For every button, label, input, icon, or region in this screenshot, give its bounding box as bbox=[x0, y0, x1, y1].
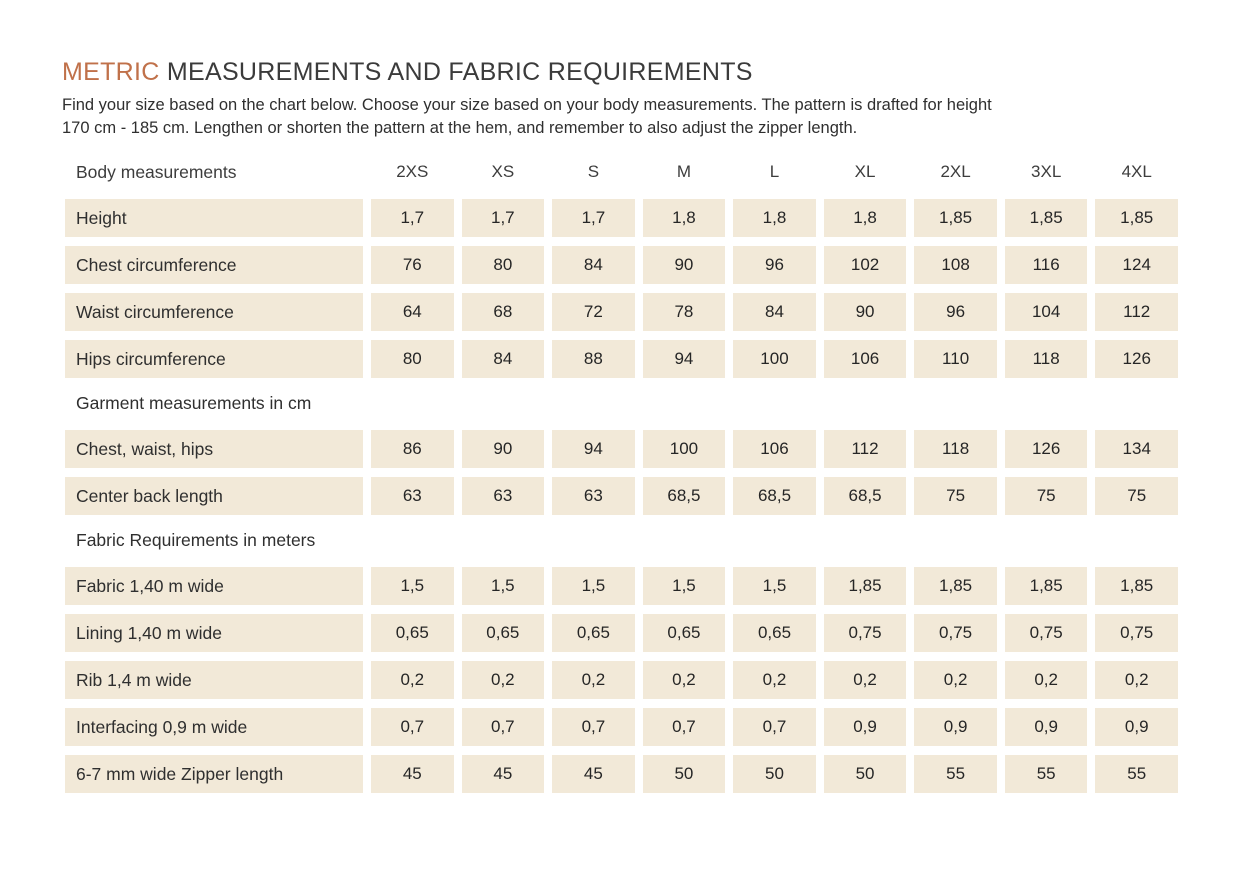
value-cell: 110 bbox=[914, 340, 997, 378]
value-cell: 94 bbox=[552, 430, 635, 468]
size-column-header: 2XL bbox=[940, 162, 971, 181]
size-column-header: 2XS bbox=[396, 162, 429, 181]
value-cell: 1,85 bbox=[824, 567, 907, 605]
value-cell: 0,9 bbox=[824, 708, 907, 746]
value-cell: 45 bbox=[371, 755, 454, 793]
value-cell: 88 bbox=[552, 340, 635, 378]
value-cell: 1,8 bbox=[824, 199, 907, 237]
value-cell: 0,2 bbox=[462, 661, 545, 699]
table-row bbox=[65, 477, 1178, 515]
value-cell: 1,85 bbox=[1005, 567, 1088, 605]
table-row bbox=[65, 199, 1178, 237]
value-cell: 76 bbox=[371, 246, 454, 284]
value-cell: 0,7 bbox=[371, 708, 454, 746]
row-label: Height bbox=[65, 199, 363, 237]
intro-line-1: Find your size based on the chart below. Choose your size based on your body measurements. The pattern is drafted for height bbox=[62, 96, 992, 114]
row-label: Rib 1,4 m wide bbox=[65, 661, 363, 699]
row-label: 6-7 mm wide Zipper length bbox=[65, 755, 363, 793]
value-cell: 84 bbox=[462, 340, 545, 378]
value-cell: 1,5 bbox=[643, 567, 726, 605]
table-row bbox=[65, 755, 1178, 793]
row-label: Center back length bbox=[65, 477, 363, 515]
value-cell: 126 bbox=[1095, 340, 1178, 378]
value-cell: 75 bbox=[1005, 477, 1088, 515]
value-cell: 1,7 bbox=[462, 199, 545, 237]
value-cell: 50 bbox=[733, 755, 816, 793]
page-title-rest: MEASUREMENTS AND FABRIC REQUIREMENTS bbox=[159, 58, 753, 86]
value-cell: 0,65 bbox=[371, 614, 454, 652]
size-column-header: 4XL bbox=[1121, 162, 1152, 181]
value-cell: 0,2 bbox=[824, 661, 907, 699]
value-cell: 0,2 bbox=[914, 661, 997, 699]
value-cell: 68 bbox=[462, 293, 545, 331]
table-row bbox=[65, 246, 1178, 284]
page-title-accent: METRIC bbox=[62, 58, 160, 86]
value-cell: 1,85 bbox=[914, 199, 997, 237]
row-label: Hips circumference bbox=[65, 340, 363, 378]
value-cell: 112 bbox=[1095, 293, 1178, 331]
value-cell: 0,2 bbox=[733, 661, 816, 699]
value-cell: 68,5 bbox=[643, 477, 726, 515]
value-cell: 80 bbox=[462, 246, 545, 284]
size-column-header: 3XL bbox=[1031, 162, 1062, 181]
value-cell: 102 bbox=[824, 246, 907, 284]
table-row bbox=[65, 614, 1178, 652]
value-cell: 72 bbox=[552, 293, 635, 331]
value-cell: 0,9 bbox=[914, 708, 997, 746]
value-cell: 0,75 bbox=[1095, 614, 1178, 652]
value-cell: 118 bbox=[914, 430, 997, 468]
value-cell: 0,7 bbox=[552, 708, 635, 746]
value-cell: 100 bbox=[733, 340, 816, 378]
value-cell: 106 bbox=[824, 340, 907, 378]
table-row bbox=[65, 661, 1178, 699]
value-cell: 100 bbox=[643, 430, 726, 468]
value-cell: 1,7 bbox=[371, 199, 454, 237]
value-cell: 75 bbox=[1095, 477, 1178, 515]
value-cell: 1,8 bbox=[733, 199, 816, 237]
value-cell: 0,2 bbox=[1095, 661, 1178, 699]
value-cell: 118 bbox=[1005, 340, 1088, 378]
value-cell: 90 bbox=[643, 246, 726, 284]
row-label: Chest, waist, hips bbox=[65, 430, 363, 468]
value-cell: 63 bbox=[371, 477, 454, 515]
table-row bbox=[65, 340, 1178, 378]
section-heading: Garment measurements in cm bbox=[76, 393, 312, 413]
value-cell: 1,8 bbox=[643, 199, 726, 237]
size-column-header: M bbox=[676, 162, 692, 181]
value-cell: 0,75 bbox=[914, 614, 997, 652]
value-cell: 0,65 bbox=[733, 614, 816, 652]
value-cell: 108 bbox=[914, 246, 997, 284]
value-cell: 55 bbox=[914, 755, 997, 793]
value-cell: 96 bbox=[733, 246, 816, 284]
table-row bbox=[65, 430, 1178, 468]
value-cell: 45 bbox=[552, 755, 635, 793]
value-cell: 75 bbox=[914, 477, 997, 515]
value-cell: 0,9 bbox=[1005, 708, 1088, 746]
value-cell: 0,75 bbox=[1005, 614, 1088, 652]
value-cell: 0,2 bbox=[1005, 661, 1088, 699]
value-cell: 63 bbox=[462, 477, 545, 515]
value-cell: 112 bbox=[824, 430, 907, 468]
value-cell: 50 bbox=[824, 755, 907, 793]
table-row bbox=[65, 567, 1178, 605]
size-column-header: L bbox=[769, 162, 780, 181]
intro-paragraph bbox=[62, 94, 1178, 140]
value-cell: 1,7 bbox=[552, 199, 635, 237]
value-cell: 68,5 bbox=[733, 477, 816, 515]
value-cell: 1,5 bbox=[552, 567, 635, 605]
value-cell: 0,65 bbox=[643, 614, 726, 652]
value-cell: 94 bbox=[643, 340, 726, 378]
value-cell: 0,7 bbox=[733, 708, 816, 746]
value-cell: 1,5 bbox=[462, 567, 545, 605]
value-cell: 84 bbox=[733, 293, 816, 331]
value-cell: 0,2 bbox=[643, 661, 726, 699]
value-cell: 80 bbox=[371, 340, 454, 378]
value-cell: 0,65 bbox=[462, 614, 545, 652]
value-cell: 0,2 bbox=[371, 661, 454, 699]
value-cell: 55 bbox=[1095, 755, 1178, 793]
value-cell: 126 bbox=[1005, 430, 1088, 468]
size-column-header: XS bbox=[491, 162, 515, 181]
table-row bbox=[65, 708, 1178, 746]
value-cell: 0,75 bbox=[824, 614, 907, 652]
size-column-header: XL bbox=[854, 162, 876, 181]
intro-line-2: 170 cm - 185 cm. Lengthen or shorten the pattern at the hem, and remember to also adjust the zipper length. bbox=[62, 119, 858, 137]
value-cell: 45 bbox=[462, 755, 545, 793]
value-cell: 124 bbox=[1095, 246, 1178, 284]
value-cell: 104 bbox=[1005, 293, 1088, 331]
row-label: Lining 1,40 m wide bbox=[65, 614, 363, 652]
row-label: Chest circumference bbox=[65, 246, 363, 284]
value-cell: 96 bbox=[914, 293, 997, 331]
value-cell: 1,85 bbox=[1095, 567, 1178, 605]
value-cell: 90 bbox=[824, 293, 907, 331]
value-cell: 78 bbox=[643, 293, 726, 331]
value-cell: 106 bbox=[733, 430, 816, 468]
value-cell: 1,85 bbox=[1095, 199, 1178, 237]
row-label: Waist circumference bbox=[65, 293, 363, 331]
page-title bbox=[62, 58, 1178, 87]
value-cell: 0,65 bbox=[552, 614, 635, 652]
value-cell: 0,2 bbox=[552, 661, 635, 699]
value-cell: 55 bbox=[1005, 755, 1088, 793]
size-table bbox=[65, 157, 1178, 793]
value-cell: 1,5 bbox=[371, 567, 454, 605]
section-heading: Fabric Requirements in meters bbox=[76, 530, 316, 550]
value-cell: 63 bbox=[552, 477, 635, 515]
value-cell: 0,7 bbox=[462, 708, 545, 746]
value-cell: 90 bbox=[462, 430, 545, 468]
value-cell: 116 bbox=[1005, 246, 1088, 284]
value-cell: 84 bbox=[552, 246, 635, 284]
value-cell: 1,85 bbox=[1005, 199, 1088, 237]
value-cell: 50 bbox=[643, 755, 726, 793]
value-cell: 0,9 bbox=[1095, 708, 1178, 746]
value-cell: 1,85 bbox=[914, 567, 997, 605]
value-cell: 134 bbox=[1095, 430, 1178, 468]
row-label: Fabric 1,40 m wide bbox=[65, 567, 363, 605]
value-cell: 0,7 bbox=[643, 708, 726, 746]
header-label-body-measurements: Body measurements bbox=[76, 161, 237, 182]
table-header-row bbox=[65, 157, 1178, 187]
value-cell: 1,5 bbox=[733, 567, 816, 605]
value-cell: 68,5 bbox=[824, 477, 907, 515]
table-row bbox=[65, 293, 1178, 331]
value-cell: 64 bbox=[371, 293, 454, 331]
value-cell: 86 bbox=[371, 430, 454, 468]
size-column-header: S bbox=[587, 162, 600, 181]
row-label: Interfacing 0,9 m wide bbox=[65, 708, 363, 746]
